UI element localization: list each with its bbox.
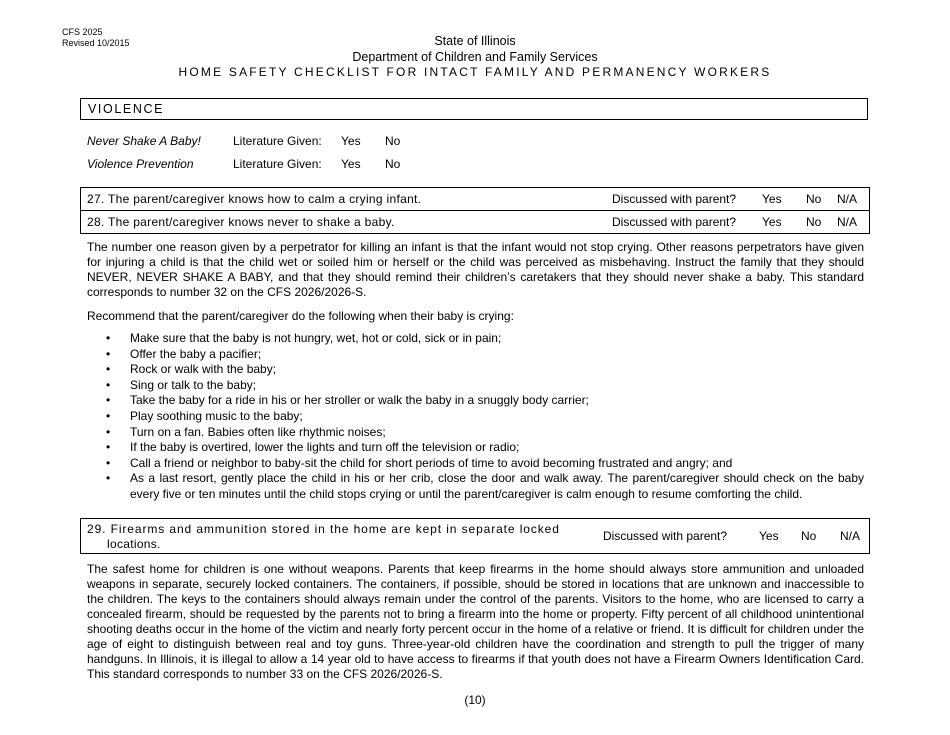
firearms-paragraph: The safest home for children is one without weapons. Parents that keep firearms in the home should always store ammunition and unloaded weapons in separate, securely locked containers. The containers, if possible, should be stored in locations that are unknown and inaccessible to the children. The keys to the containers should always remain under the control of the parents. Visitors to the home, who are licensed to carry a concealed firearm, should be requested by the parents not to bring a firearm into the home or property. Fifty percent of all childhood unintentional shooting deaths occur in the home of the victim and nearly forty percent occur in the home of a relative or friend. It is difficult for children under the age of eight to distinguish between real and toy guns. Three-year-old children have the coordination and strength to pull the trigger of many handguns. In Illinois, it is illegal to allow a 14 year old to have access to firearms if that youth does not have a Firearm Owners Identification Card. This standard corresponds to number 33 on the CFS 2026/2026-S. <box>87 562 864 681</box>
page-number: (10) <box>464 693 486 707</box>
shaking-explanation-paragraph: The number one reason given by a perpetrator for killing an infant is that the infant would not stop crying. Other reasons perpetrators have given for injuring a child is that the child wet or soiled him or herself or the child was perceived as misbehaving. Instruct the family that they should NEVER, NEVER SHAKE A BABY, and that they should remind their children’s caretakers that they should never shake a baby. This standard corresponds to number 32 on the CFS 2026/2026-S. <box>87 240 864 299</box>
question-text-line1: 29. Firearms and ammunition stored in the home are kept in separate locked <box>87 522 560 536</box>
literature-given-label: Literature Given: <box>233 157 322 171</box>
answer-no-option[interactable]: No <box>806 215 822 229</box>
discussed-label: Discussed with parent? <box>612 192 737 206</box>
form-number: CFS 2025 <box>62 27 103 37</box>
question-text: 27. The parent/caregiver knows how to calm a crying infant. <box>87 192 422 206</box>
list-item: • As a last resort, gently place the child in his or her crib, close the door and walk away. The parent/caregiver should check on the baby every five or ten minutes until the child stops crying or until the parent/caregiver is calm enough to resume comforting the child. <box>87 471 864 502</box>
list-item: • Call a friend or neighbor to baby-sit the child for short periods of time to avoid becoming frustrated and angry; and <box>87 456 864 472</box>
literature-no-option[interactable]: No <box>385 157 401 171</box>
question-29-row <box>80 518 870 554</box>
section-heading-violence: VIOLENCE <box>80 98 868 120</box>
list-item: • Take the baby for a ride in his or her stroller or walk the baby in a snuggly body carrier; <box>87 393 864 409</box>
literature-name: Never Shake A Baby! <box>87 134 201 148</box>
question-text-line2: locations. <box>107 537 161 551</box>
header-state: State of Illinois <box>434 34 516 48</box>
list-item: • Turn on a fan. Babies often like rhythmic noises; <box>87 425 864 441</box>
question-text: 28. The parent/caregiver knows never to shake a baby. <box>87 215 395 229</box>
literature-yes-option[interactable]: Yes <box>341 157 361 171</box>
literature-yes-option[interactable]: Yes <box>341 134 361 148</box>
answer-na-option[interactable]: N/A <box>837 215 858 229</box>
literature-no-option[interactable]: No <box>385 134 401 148</box>
list-item: • Sing or talk to the baby; <box>87 378 864 394</box>
discussed-label: Discussed with parent? <box>603 529 728 543</box>
answer-no-option[interactable]: No <box>806 192 822 206</box>
literature-name: Violence Prevention <box>87 157 194 171</box>
crying-tips-list <box>87 331 864 503</box>
answer-na-option[interactable]: N/A <box>840 529 861 543</box>
answer-na-option[interactable]: N/A <box>837 192 858 206</box>
question-text <box>87 522 560 552</box>
answer-yes-option[interactable]: Yes <box>762 215 782 229</box>
question-27-row <box>80 187 870 211</box>
answer-yes-option[interactable]: Yes <box>759 529 779 543</box>
list-item: • Make sure that the baby is not hungry, wet, hot or cold, sick or in pain; <box>87 331 864 347</box>
recommend-intro: Recommend that the parent/caregiver do the following when their baby is crying: <box>87 309 514 323</box>
list-item: • Offer the baby a pacifier; <box>87 347 864 363</box>
question-28-row <box>80 210 870 234</box>
list-item: • Play soothing music to the baby; <box>87 409 864 425</box>
list-item: • If the baby is overtired, lower the lights and turn off the television or radio; <box>87 440 864 456</box>
document-header <box>0 34 950 81</box>
answer-yes-option[interactable]: Yes <box>762 192 782 206</box>
literature-given-label: Literature Given: <box>233 134 322 148</box>
list-item: • Rock or walk with the baby; <box>87 362 864 378</box>
answer-no-option[interactable]: No <box>801 529 817 543</box>
header-department: Department of Children and Family Services <box>352 49 598 64</box>
header-title: HOME SAFETY CHECKLIST FOR INTACT FAMILY AND PERMANENCY WORKERS <box>178 65 772 79</box>
form-revised-date: Revised 10/2015 <box>62 38 130 48</box>
discussed-label: Discussed with parent? <box>612 215 737 229</box>
